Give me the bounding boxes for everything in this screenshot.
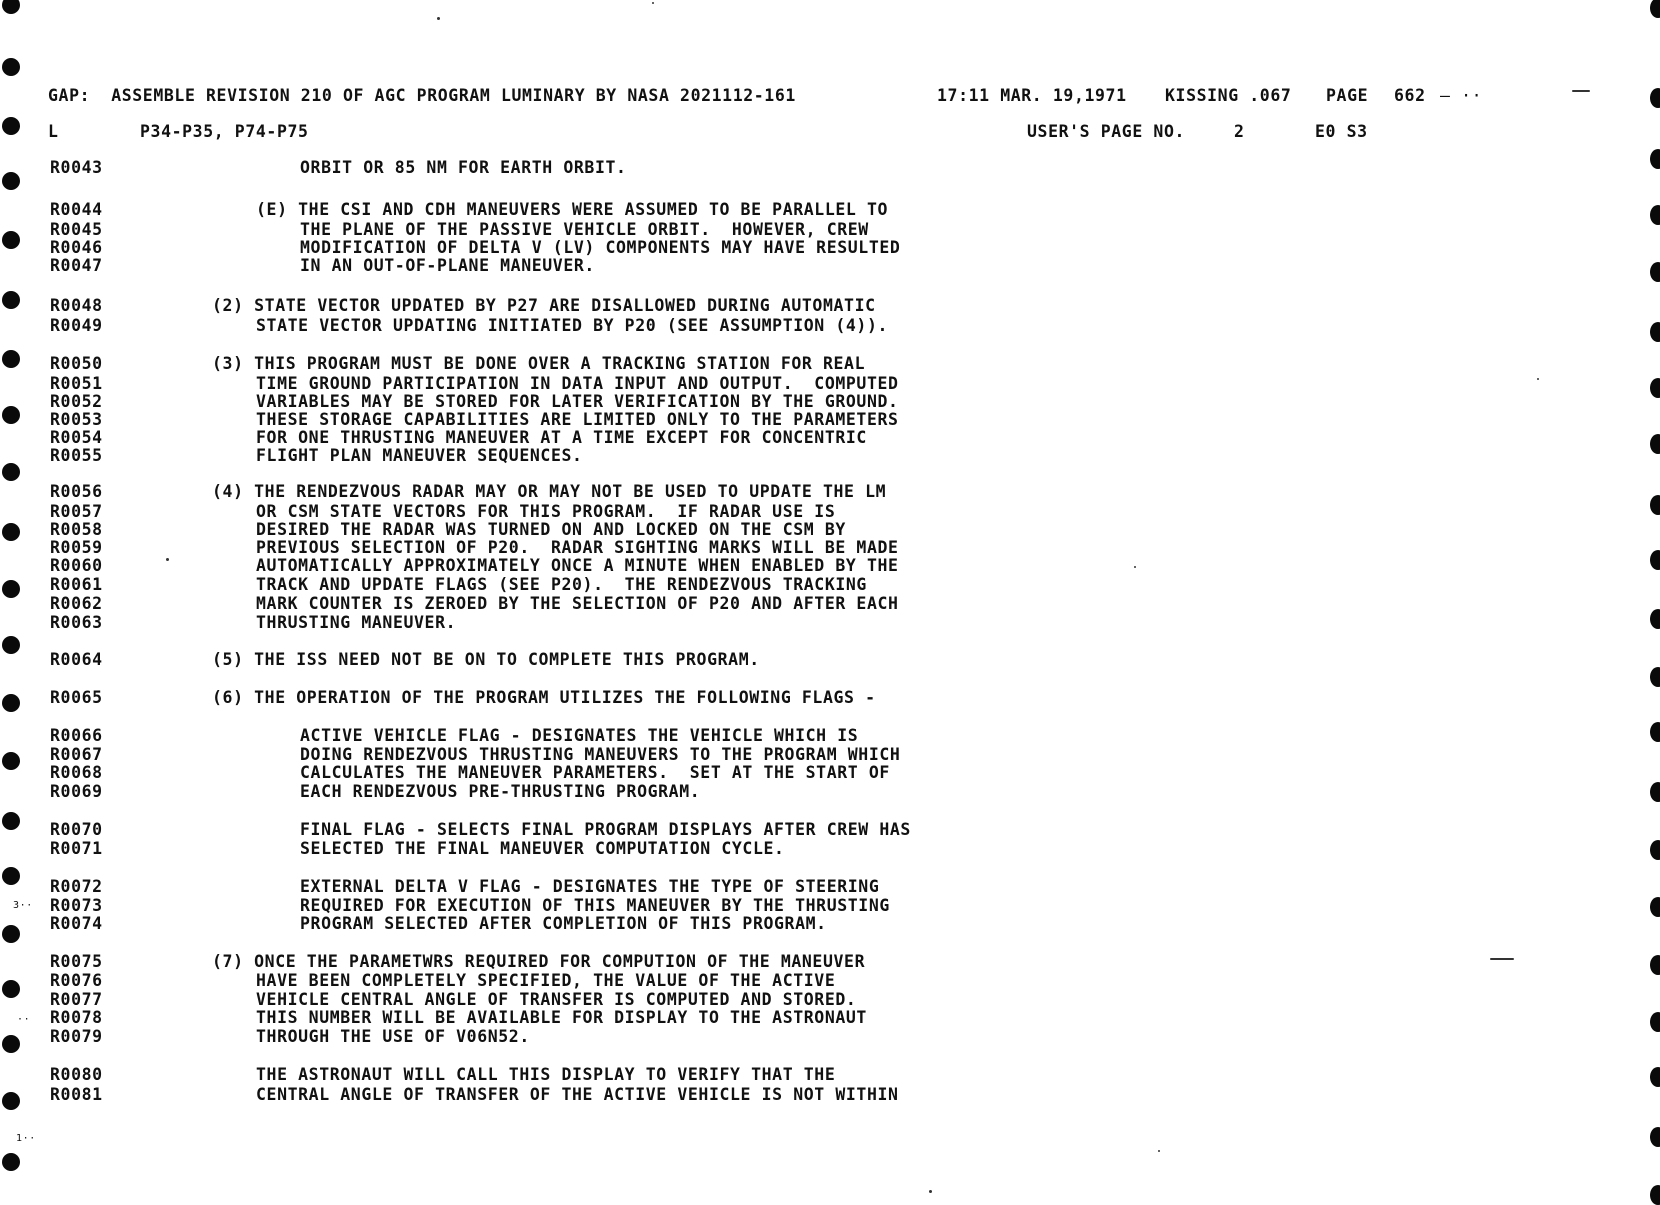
feed-hole-icon	[1650, 1127, 1660, 1147]
feed-hole-icon	[2, 291, 20, 309]
listing-line-text: ACTIVE VEHICLE FLAG - DESIGNATES THE VEHICLE WHICH IS	[300, 726, 859, 745]
feed-hole-icon	[2, 231, 20, 249]
listing-line-number: R0048	[50, 296, 103, 315]
feed-hole-icon	[1650, 495, 1660, 515]
feed-hole-icon	[2, 812, 20, 830]
listing-line-number: R0063	[50, 613, 103, 632]
listing-line-number: R0069	[50, 782, 103, 801]
listing-line-text: THRUSTING MANEUVER.	[256, 613, 457, 632]
listing-line-number: R0061	[50, 575, 103, 594]
header-user-page-number: 2	[1234, 122, 1245, 141]
listing-line-text: (2) STATE VECTOR UPDATED BY P27 ARE DISALLOWED DURING AUTOMATIC	[212, 296, 876, 315]
margin-mark: ··	[17, 1014, 31, 1025]
feed-hole-icon	[2, 1092, 20, 1110]
feed-hole-icon	[1650, 667, 1660, 687]
feed-hole-icon	[1650, 782, 1660, 802]
feed-hole-icon	[2, 1035, 20, 1053]
listing-line-text: IN AN OUT-OF-PLANE MANEUVER.	[300, 256, 595, 275]
listing-line-number: R0060	[50, 556, 103, 575]
listing-line-text: TIME GROUND PARTICIPATION IN DATA INPUT AND OUTPUT. COMPUTED	[256, 374, 899, 393]
listing-line-number: R0043	[50, 158, 103, 177]
feed-hole-icon	[2, 694, 20, 712]
feed-hole-icon	[2, 1153, 20, 1171]
speck-icon	[1537, 378, 1539, 380]
header-user-page-label: USER'S PAGE NO.	[1027, 122, 1186, 141]
feed-hole-icon	[2, 58, 20, 76]
feed-hole-icon	[2, 752, 20, 770]
listing-line-text: (6) THE OPERATION OF THE PROGRAM UTILIZES THE FOLLOWING FLAGS -	[212, 688, 876, 707]
header-rev-code: E0 S3	[1315, 122, 1368, 141]
listing-line-text: THESE STORAGE CAPABILITIES ARE LIMITED ONLY TO THE PARAMETERS	[256, 410, 899, 429]
listing-line-text: ORBIT OR 85 NM FOR EARTH ORBIT.	[300, 158, 627, 177]
listing-line-text: OR CSM STATE VECTORS FOR THIS PROGRAM. IF RADAR USE IS	[256, 502, 836, 521]
listing-line-number: R0066	[50, 726, 103, 745]
listing-line-number: R0057	[50, 502, 103, 521]
listing-line-text: TRACK AND UPDATE FLAGS (SEE P20). THE RENDEZVOUS TRACKING	[256, 575, 867, 594]
listing-line-number: R0056	[50, 482, 103, 501]
listing-line-number: R0070	[50, 820, 103, 839]
listing-line-number: R0051	[50, 374, 103, 393]
listing-line-text: THROUGH THE USE OF V06N52.	[256, 1027, 530, 1046]
listing-line-text: SELECTED THE FINAL MANEUVER COMPUTATION CYCLE.	[300, 839, 785, 858]
listing-line-text: (4) THE RENDEZVOUS RADAR MAY OR MAY NOT BE USED TO UPDATE THE LM	[212, 482, 887, 501]
feed-hole-icon	[2, 523, 20, 541]
listing-line-text: PREVIOUS SELECTION OF P20. RADAR SIGHTING MARKS WILL BE MADE	[256, 538, 899, 557]
listing-line-number: R0052	[50, 392, 103, 411]
feed-hole-icon	[2, 980, 20, 998]
listing-line-number: R0062	[50, 594, 103, 613]
listing-line-text: PROGRAM SELECTED AFTER COMPLETION OF THIS PROGRAM.	[300, 914, 827, 933]
listing-line-number: R0081	[50, 1085, 103, 1104]
feed-hole-icon	[2, 350, 20, 368]
listing-line-text: FINAL FLAG - SELECTS FINAL PROGRAM DISPLAYS AFTER CREW HAS	[300, 820, 911, 839]
feed-hole-icon	[1650, 262, 1660, 282]
listing-line-text: CENTRAL ANGLE OF TRANSFER OF THE ACTIVE VEHICLE IS NOT WITHIN	[256, 1085, 899, 1104]
feed-hole-icon	[2, 867, 20, 885]
header-page-label: PAGE	[1326, 86, 1369, 105]
feed-hole-icon	[1650, 897, 1660, 917]
listing-line-text: THE PLANE OF THE PASSIVE VEHICLE ORBIT. HOWEVER, CREW	[300, 220, 869, 239]
listing-line-text: HAVE BEEN COMPLETELY SPECIFIED, THE VALUE OF THE ACTIVE	[256, 971, 836, 990]
listing-line-text: FLIGHT PLAN MANEUVER SEQUENCES.	[256, 446, 583, 465]
header-title-line: GAP: ASSEMBLE REVISION 210 OF AGC PROGRAM LUMINARY BY NASA 2021112-161	[48, 86, 796, 105]
listing-line-number: R0074	[50, 914, 103, 933]
margin-mark: 1··	[16, 1133, 36, 1144]
listing-line-text: (E) THE CSI AND CDH MANEUVERS WERE ASSUMED TO BE PARALLEL TO	[256, 200, 889, 219]
listing-line-text: EACH RENDEZVOUS PRE-THRUSTING PROGRAM.	[300, 782, 701, 801]
listing-line-text: (3) THIS PROGRAM MUST BE DONE OVER A TRACKING STATION FOR REAL	[212, 354, 866, 373]
feed-hole-icon	[1650, 322, 1660, 342]
listing-line-number: R0054	[50, 428, 103, 447]
listing-line-text: DESIRED THE RADAR WAS TURNED ON AND LOCKED ON THE CSM BY	[256, 520, 846, 539]
feed-hole-icon	[2, 117, 20, 135]
listing-line-number: R0064	[50, 650, 103, 669]
listing-line-text: VARIABLES MAY BE STORED FOR LATER VERIFICATION BY THE GROUND.	[256, 392, 899, 411]
listing-line-number: R0080	[50, 1065, 103, 1084]
listing-line-text: THIS NUMBER WILL BE AVAILABLE FOR DISPLAY TO THE ASTRONAUT	[256, 1008, 867, 1027]
listing-line-text: THE ASTRONAUT WILL CALL THIS DISPLAY TO VERIFY THAT THE	[256, 1065, 836, 1084]
header-page-mark: — ··	[1440, 86, 1483, 105]
feed-hole-icon	[2, 0, 20, 14]
listing-line-number: R0049	[50, 316, 103, 335]
feed-hole-icon	[1650, 840, 1660, 860]
feed-hole-icon	[1650, 722, 1660, 742]
listing-line-text: VEHICLE CENTRAL ANGLE OF TRANSFER IS COMPUTED AND STORED.	[256, 990, 857, 1009]
listing-line-text: (7) ONCE THE PARAMETWRS REQUIRED FOR COMPUTION OF THE MANEUVER	[212, 952, 866, 971]
feed-hole-icon	[2, 463, 20, 481]
feed-hole-icon	[1650, 434, 1660, 454]
feed-hole-icon	[1650, 0, 1660, 18]
feed-hole-icon	[1650, 205, 1660, 225]
feed-hole-icon	[1650, 1185, 1660, 1205]
feed-hole-icon	[2, 636, 20, 654]
speck-icon	[1158, 1150, 1160, 1152]
speck-icon	[166, 558, 169, 561]
speck-icon	[929, 1190, 932, 1193]
listing-line-number: R0044	[50, 200, 103, 219]
speck-icon	[1134, 566, 1136, 568]
header-section-title: P34-P35, P74-P75	[140, 122, 309, 141]
listing-line-number: R0053	[50, 410, 103, 429]
listing-line-number: R0076	[50, 971, 103, 990]
listing-line-number: R0047	[50, 256, 103, 275]
feed-hole-icon	[2, 925, 20, 943]
listing-line-text: MODIFICATION OF DELTA V (LV) COMPONENTS MAY HAVE RESULTED	[300, 238, 901, 257]
feed-hole-icon	[2, 406, 20, 424]
listing-line-text: FOR ONE THRUSTING MANEUVER AT A TIME EXCEPT FOR CONCENTRIC	[256, 428, 867, 447]
listing-line-number: R0050	[50, 354, 103, 373]
header-timestamp: 17:11 MAR. 19,1971	[937, 86, 1127, 105]
feed-hole-icon	[1650, 378, 1660, 398]
feed-hole-icon	[1650, 609, 1660, 629]
speck-icon	[437, 17, 440, 20]
header-user: KISSING .067	[1165, 86, 1292, 105]
speck-icon	[1572, 90, 1590, 92]
header-section-code: L	[48, 122, 59, 141]
speck-icon	[1490, 958, 1514, 960]
feed-hole-icon	[2, 580, 20, 598]
listing-line-number: R0075	[50, 952, 103, 971]
margin-mark: 3··	[13, 900, 33, 911]
listing-line-text: MARK COUNTER IS ZEROED BY THE SELECTION OF P20 AND AFTER EACH	[256, 594, 899, 613]
listing-line-text: REQUIRED FOR EXECUTION OF THIS MANEUVER BY THE THRUSTING	[300, 896, 890, 915]
listing-line-text: (5) THE ISS NEED NOT BE ON TO COMPLETE THIS PROGRAM.	[212, 650, 760, 669]
listing-line-text: DOING RENDEZVOUS THRUSTING MANEUVERS TO THE PROGRAM WHICH	[300, 745, 901, 764]
listing-line-number: R0046	[50, 238, 103, 257]
listing-line-number: R0045	[50, 220, 103, 239]
listing-line-text: STATE VECTOR UPDATING INITIATED BY P20 (SEE ASSUMPTION (4)).	[256, 316, 889, 335]
listing-line-number: R0073	[50, 896, 103, 915]
feed-hole-icon	[1650, 149, 1660, 169]
listing-line-number: R0078	[50, 1008, 103, 1027]
header-page-number: 662	[1394, 86, 1426, 105]
listing-line-text: CALCULATES THE MANEUVER PARAMETERS. SET AT THE START OF	[300, 763, 890, 782]
feed-hole-icon	[1650, 88, 1660, 108]
listing-line-text: AUTOMATICALLY APPROXIMATELY ONCE A MINUTE WHEN ENABLED BY THE	[256, 556, 899, 575]
listing-line-number: R0067	[50, 745, 103, 764]
feed-hole-icon	[1650, 1012, 1660, 1032]
listing-line-number: R0059	[50, 538, 103, 557]
feed-hole-icon	[1650, 550, 1660, 570]
listing-line-number: R0058	[50, 520, 103, 539]
listing-line-number: R0068	[50, 763, 103, 782]
listing-line-text: EXTERNAL DELTA V FLAG - DESIGNATES THE TYPE OF STEERING	[300, 877, 880, 896]
listing-line-number: R0072	[50, 877, 103, 896]
listing-line-number: R0079	[50, 1027, 103, 1046]
feed-hole-icon	[2, 172, 20, 190]
feed-hole-icon	[1650, 955, 1660, 975]
listing-line-number: R0077	[50, 990, 103, 1009]
speck-icon	[652, 2, 654, 4]
listing-line-number: R0065	[50, 688, 103, 707]
listing-line-number: R0055	[50, 446, 103, 465]
listing-line-number: R0071	[50, 839, 103, 858]
feed-hole-icon	[1650, 1067, 1660, 1087]
